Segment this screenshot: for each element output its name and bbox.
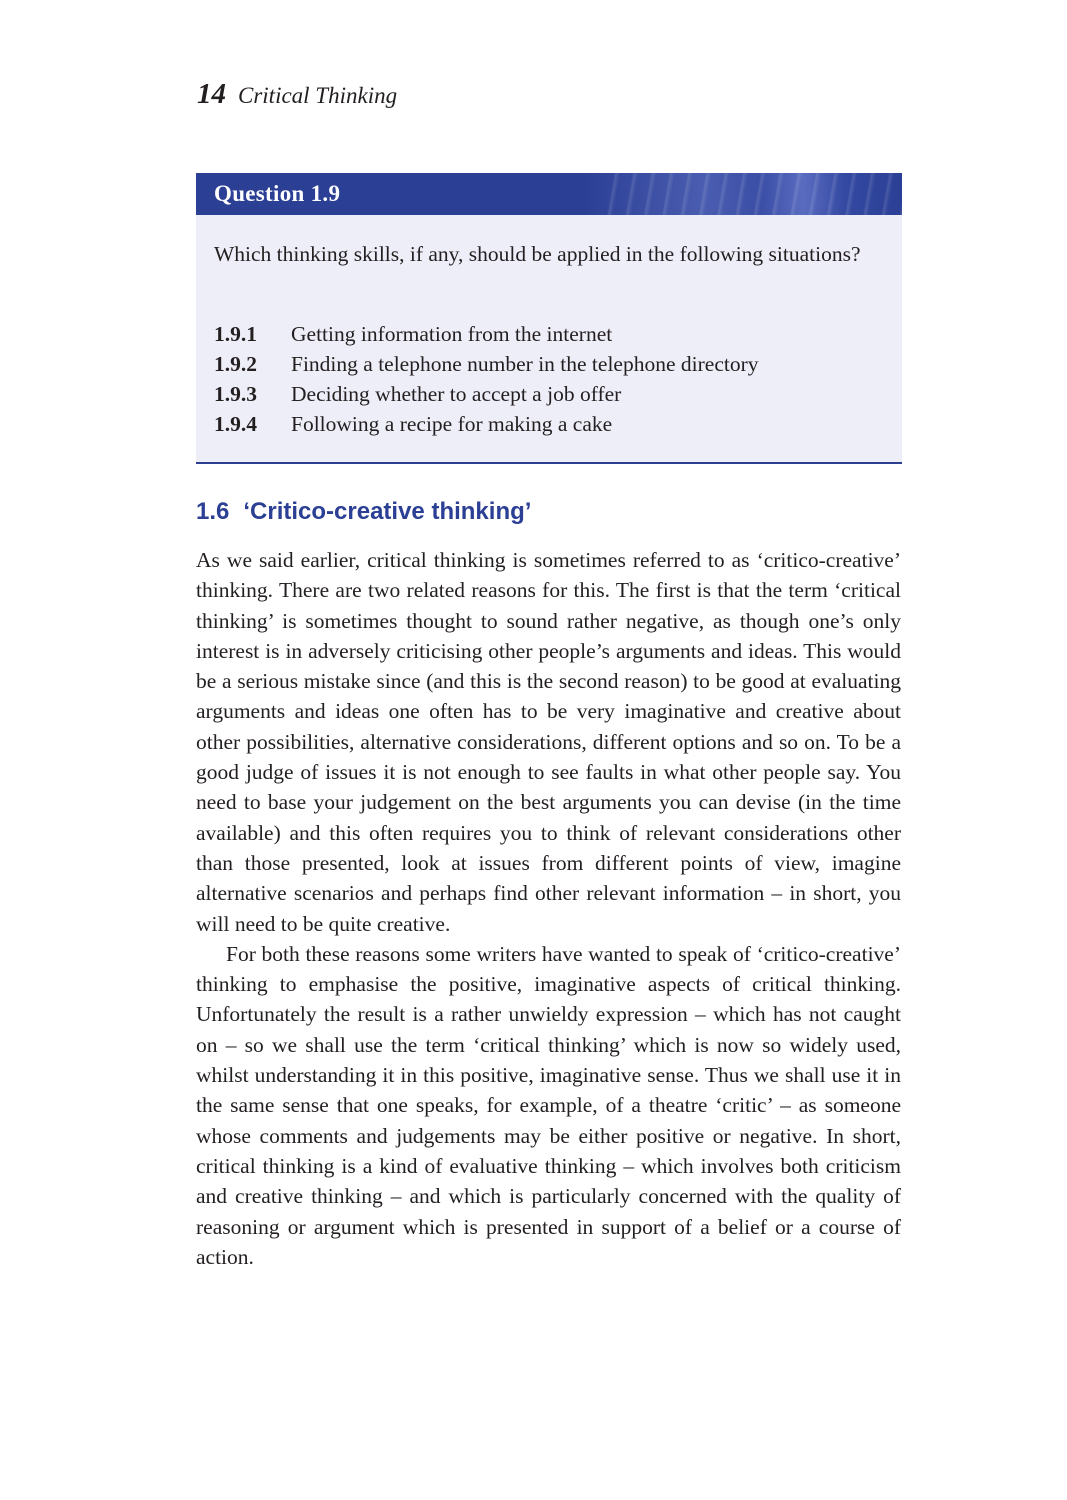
question-item — [214, 409, 759, 439]
question-list — [214, 319, 759, 439]
section-heading — [196, 498, 531, 526]
question-item-text: Deciding whether to accept a job offer — [291, 381, 622, 406]
page-number: 14 — [197, 78, 226, 110]
question-item-number: 1.9.3 — [214, 381, 257, 406]
question-item-text: Getting information from the internet — [291, 321, 613, 346]
paragraph: As we said earlier, critical thinking is sometimes referred to as ‘critico-creative’ thinking. There are two related reasons for this. The first is that the term ‘critical thinking’ is sometimes thought to sound rather negative, as though one’s only interest is in adversely criticising other people’s arguments and ideas. This would be a serious mistake since (and this is the second reason) to be good at evaluating arguments and ideas one often has to be very imaginative and creative about other possibilities, alternative considerations, different options and so on. To be a good judge of issues it is not enough to see faults in what other people say. You need to base your judgement on the best arguments you can devise (in the time available) and this often requires you to think of relevant considerations other than those presented, look at issues from different points of view, imagine alternative scenarios and perhaps find other relevant information – in short, you will need to be quite creative. — [196, 548, 901, 936]
question-box — [196, 173, 902, 464]
question-title: Question 1.9 — [214, 181, 341, 206]
book-title: Critical Thinking — [238, 83, 398, 108]
body-text — [196, 545, 901, 1272]
running-head — [197, 78, 397, 111]
question-item — [214, 349, 759, 379]
question-header — [196, 173, 902, 215]
question-prompt: Which thinking skills, if any, should be applied in the following situations? — [214, 242, 861, 266]
question-item-text: Finding a telephone number in the telephone directory — [291, 351, 759, 376]
question-item-number: 1.9.2 — [214, 351, 257, 376]
question-item-number: 1.9.1 — [214, 321, 257, 346]
section-number: 1.6 — [196, 498, 230, 525]
question-item — [214, 379, 759, 409]
section-title: ‘Critico-creative thinking’ — [243, 498, 532, 525]
question-item-number: 1.9.4 — [214, 411, 257, 436]
question-item — [214, 319, 759, 349]
paragraph: For both these reasons some writers have wanted to speak of ‘critico-creative’ thinking to emphasise the positive, imaginative aspects of critical thinking. Unfortunately the result is a rather unwieldy expression – which has not caught on – so we shall use the term ‘critical thinking’ which is now so widely used, whilst understanding it in this positive, imaginative sense. Thus we shall use it in the same sense that one speaks, for example, of a theatre ‘critic’ – as someone whose comments and judgements may be either positive or negative. In short, critical thinking is a kind of evaluative thinking – which involves both criticism and creative thinking – and which is particularly concerned with the quality of reasoning or argument which is presented in support of a belief or a course of action. — [196, 941, 901, 1269]
question-item-text: Following a recipe for making a cake — [291, 411, 613, 436]
